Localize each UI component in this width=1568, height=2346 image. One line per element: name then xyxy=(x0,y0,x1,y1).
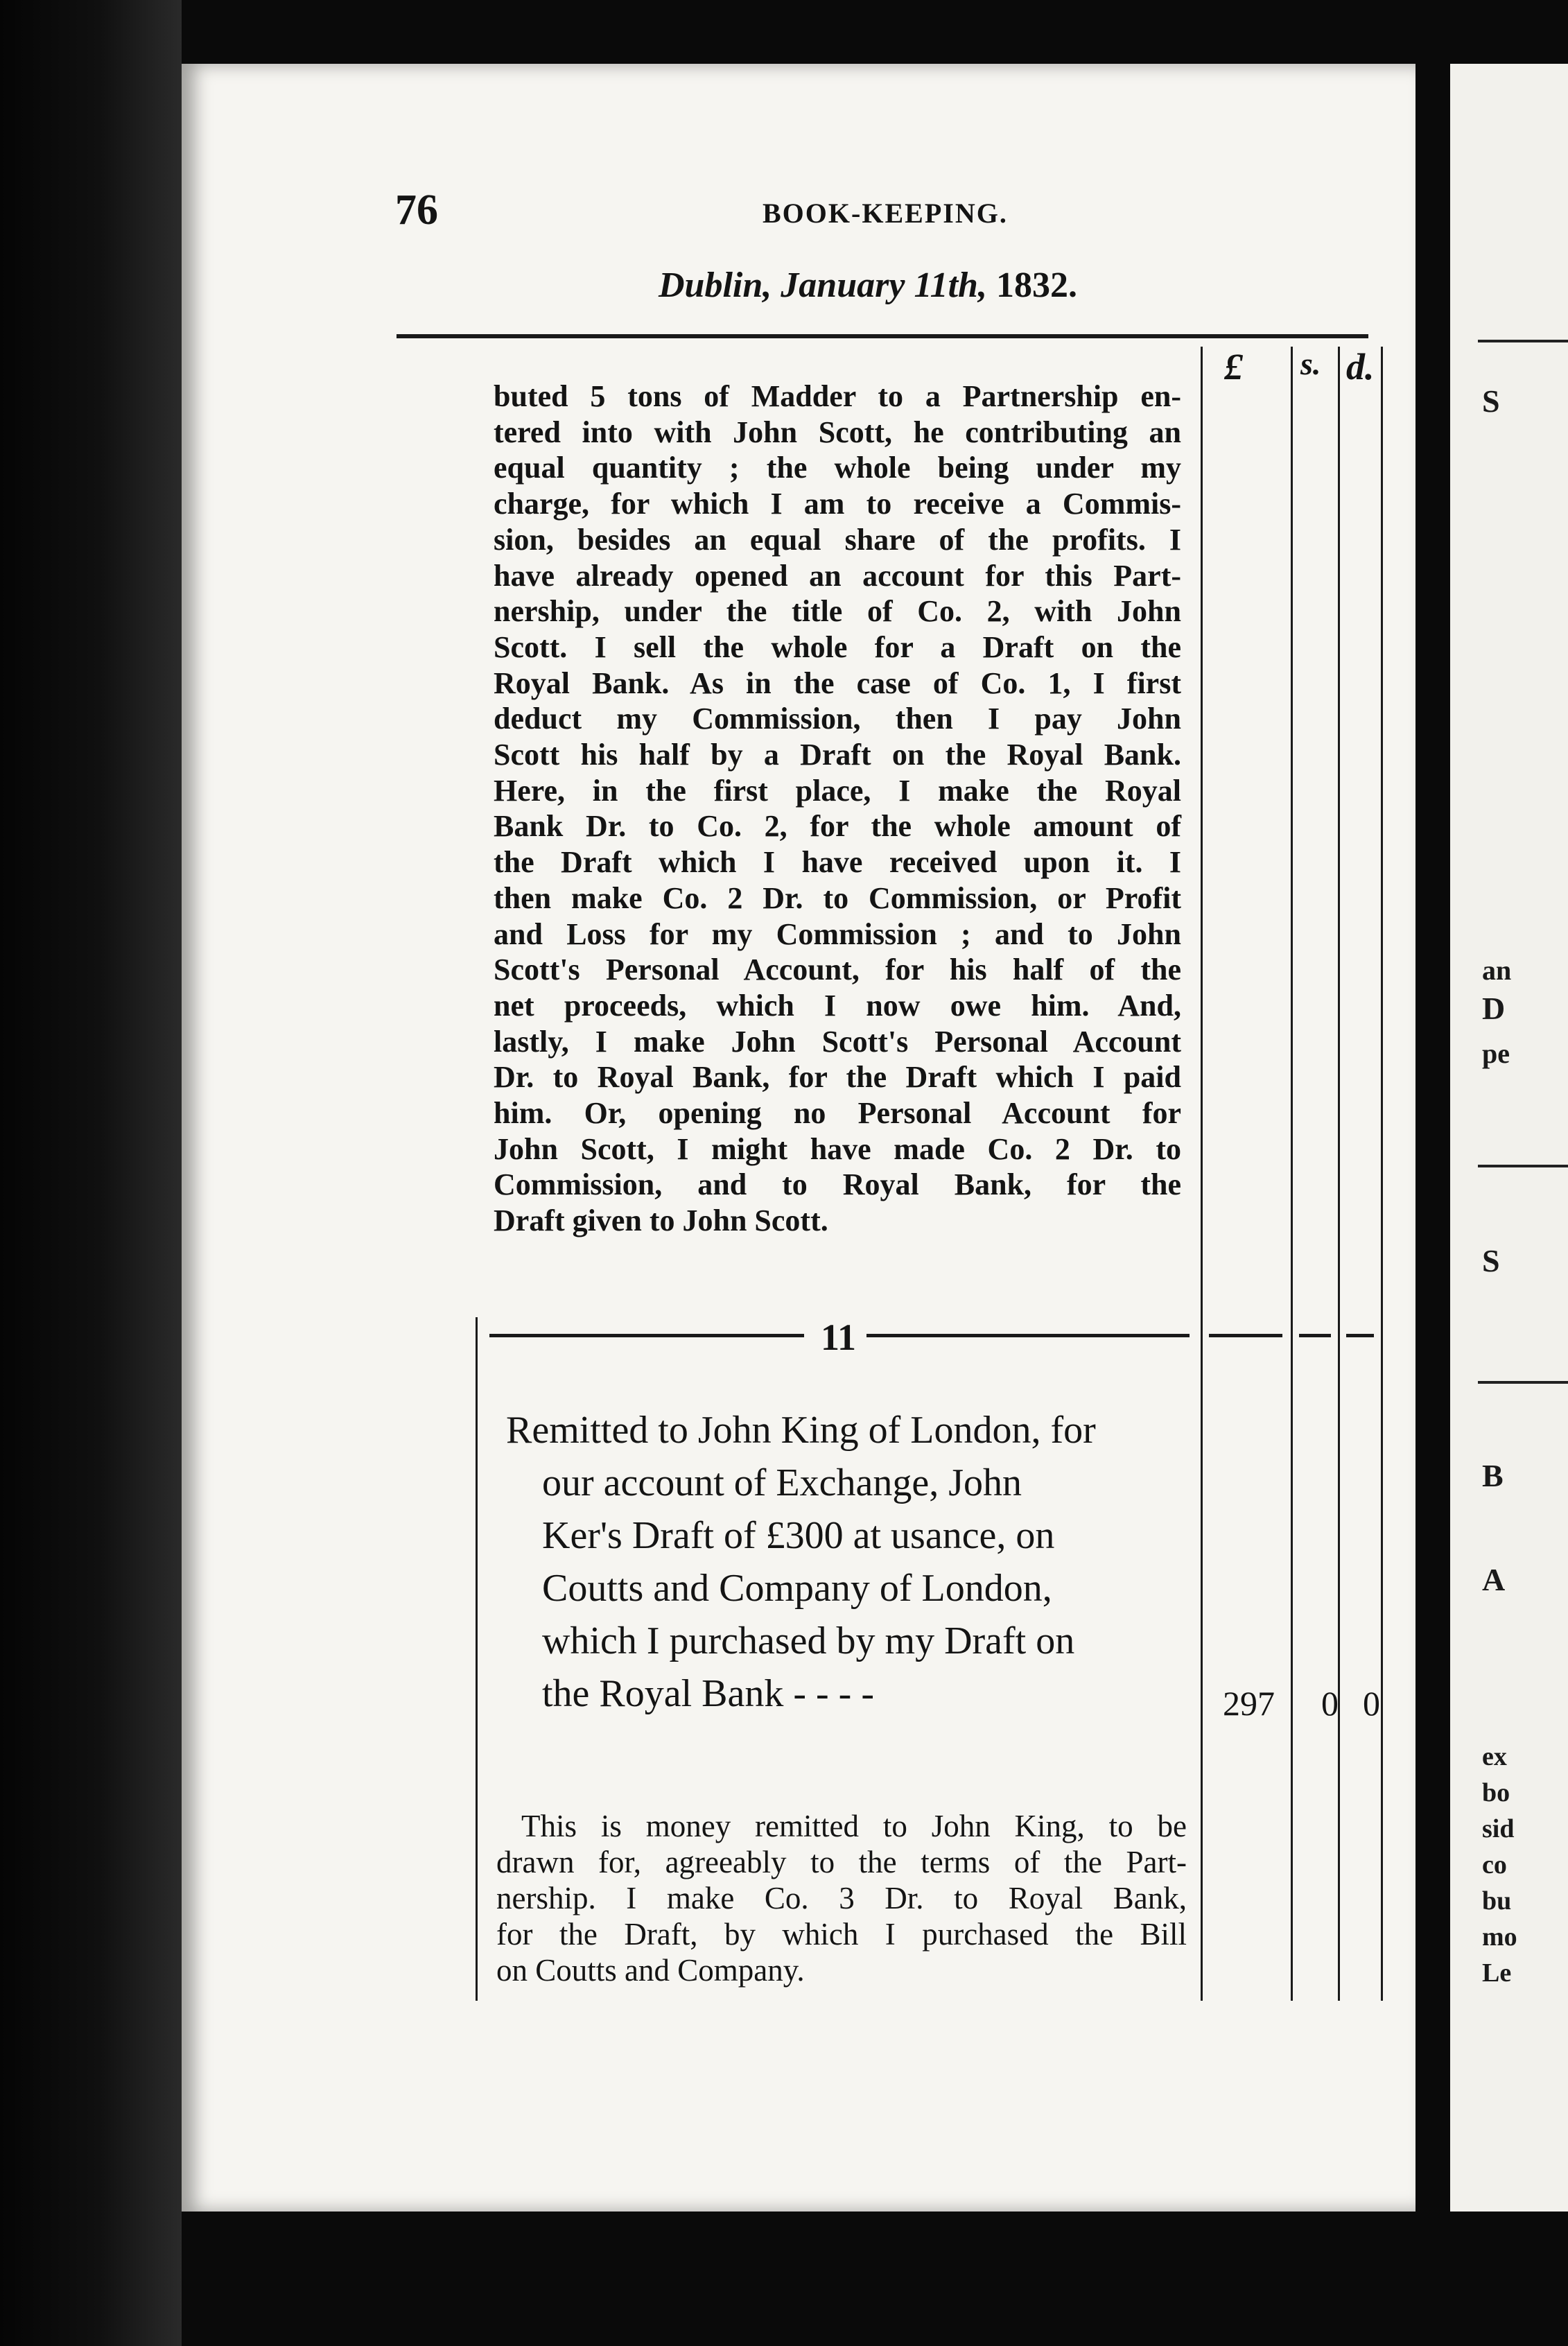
text-line: Draft given to John Scott. xyxy=(494,1204,828,1238)
text-line: net proceeds, which I now owe him. And, xyxy=(494,988,1181,1023)
pence-column-rule xyxy=(1338,347,1340,2001)
facing-page-fragment: A xyxy=(1482,1562,1506,1597)
text-line: Royal Bank. As in the case of Co. 1, I first xyxy=(494,666,1181,700)
text-line: Scott. I sell the whole for a Draft on the xyxy=(494,629,1181,664)
shillings-column-separator xyxy=(1299,1334,1331,1337)
facing-page-rule xyxy=(1478,1381,1568,1384)
text-line: drawn for, agreeably to the terms of the Part- xyxy=(496,1845,1187,1879)
facing-page-edge xyxy=(1450,64,1568,2212)
book-gutter xyxy=(0,0,182,2346)
dateline-year: 1832. xyxy=(995,266,1077,305)
facing-page-fragment: S xyxy=(1482,1243,1500,1278)
text-line: nership. I make Co. 3 Dr. to Royal Bank, xyxy=(496,1881,1187,1915)
dateline xyxy=(659,265,1077,306)
amount-pence: 0 xyxy=(1363,1684,1380,1723)
text-line: the Draft which I have received upon it. I xyxy=(494,845,1181,880)
journal-entry-line: Coutts and Company of London, xyxy=(542,1567,1052,1610)
text-line: equal quantity ; the whole being under my xyxy=(494,451,1181,485)
facing-page-rule xyxy=(1478,1165,1568,1167)
running-head: BOOK-KEEPING. xyxy=(763,198,1008,229)
shillings-column-rule xyxy=(1291,347,1293,2001)
text-line: then make Co. 2 Dr. to Commission, or Profit xyxy=(494,880,1181,915)
text-line: on Coutts and Company. xyxy=(496,1953,805,1988)
dateline-month-day: January 11th, xyxy=(781,266,987,305)
facing-page-fragment: D xyxy=(1482,991,1506,1026)
facing-page-fragment: mo xyxy=(1482,1922,1517,1952)
text-line: Dr. to Royal Bank, for the Draft which I paid xyxy=(494,1060,1181,1095)
facing-page-fragment: an xyxy=(1482,955,1512,986)
facing-page-fragment: bo xyxy=(1482,1778,1510,1807)
text-line: charge, for which I am to receive a Commis- xyxy=(494,487,1181,521)
text-line: him. Or, opening no Personal Account for xyxy=(494,1096,1181,1131)
pence-column-separator xyxy=(1346,1334,1374,1337)
facing-page-rule xyxy=(1478,340,1568,342)
text-line: buted 5 tons of Madder to a Partnership en- xyxy=(494,379,1181,413)
facing-page-fragment: co xyxy=(1482,1850,1507,1879)
pounds-column-separator xyxy=(1209,1334,1282,1337)
journal-entry-line: which I purchased by my Draft on xyxy=(542,1619,1075,1662)
shillings-column-header: s. xyxy=(1300,346,1321,381)
text-line: sion, besides an equal share of the profits. I xyxy=(494,522,1181,557)
day-separator-rule-right xyxy=(866,1334,1190,1337)
text-line: This is money remitted to John King, to be xyxy=(521,1809,1187,1843)
journal-entry-line: Ker's Draft of £300 at usance, on xyxy=(542,1514,1055,1557)
journal-entry-first-line: Remitted to John King of London, for xyxy=(506,1409,1096,1452)
left-margin-rule xyxy=(476,1317,478,2001)
facing-page-fragment: S xyxy=(1482,383,1500,419)
text-line: nership, under the title of Co. 2, with John xyxy=(494,594,1181,629)
amount-pounds: 297 xyxy=(1223,1684,1275,1723)
page-number: 76 xyxy=(395,186,438,234)
amount-shillings: 0 xyxy=(1321,1684,1339,1723)
day-marker: 11 xyxy=(821,1317,857,1358)
text-line: Scott his half by a Draft on the Royal Bank. xyxy=(494,738,1181,772)
text-line: lastly, I make John Scott's Personal Account xyxy=(494,1024,1181,1059)
facing-page-fragment: sid xyxy=(1482,1814,1515,1843)
facing-page-fragment: Le xyxy=(1482,1958,1512,1988)
text-line: have already opened an account for this Part- xyxy=(494,558,1181,593)
pounds-column-header: £ xyxy=(1224,346,1243,388)
facing-page-fragment: ex xyxy=(1482,1742,1507,1771)
explanation-paragraph-continued xyxy=(494,379,1181,1239)
dateline-place: Dublin, xyxy=(659,266,772,305)
facing-page-fragment: bu xyxy=(1482,1886,1512,1915)
journal-entry-line: our account of Exchange, John xyxy=(542,1461,1022,1504)
journal-entry-line: the Royal Bank - - - - xyxy=(542,1672,874,1715)
money-column-rule xyxy=(1201,347,1203,2001)
text-line: Commission, and to Royal Bank, for the xyxy=(494,1167,1181,1202)
text-line: Here, in the first place, I make the Royal xyxy=(494,773,1181,808)
facing-page-fragment: B xyxy=(1482,1458,1504,1493)
text-line: Scott's Personal Account, for his half of the xyxy=(494,953,1181,987)
pence-column-header: d. xyxy=(1346,346,1375,388)
page-fold-shadow xyxy=(1415,0,1450,2346)
text-line: John Scott, I might have made Co. 2 Dr. to xyxy=(494,1131,1181,1166)
text-line: for the Draft, by which I purchased the Bill xyxy=(496,1917,1187,1952)
text-line: tered into with John Scott, he contributing an xyxy=(494,415,1181,449)
explanation-paragraph-entry xyxy=(496,1808,1187,1988)
right-margin-rule xyxy=(1381,347,1383,2001)
text-line: and Loss for my Commission ; and to John xyxy=(494,916,1181,951)
day-separator-rule-left xyxy=(489,1334,804,1337)
text-line: deduct my Commission, then I pay John xyxy=(494,702,1181,736)
text-line: Bank Dr. to Co. 2, for the whole amount of xyxy=(494,809,1181,844)
header-rule xyxy=(397,334,1368,338)
facing-page-fragment: pe xyxy=(1482,1038,1510,1069)
